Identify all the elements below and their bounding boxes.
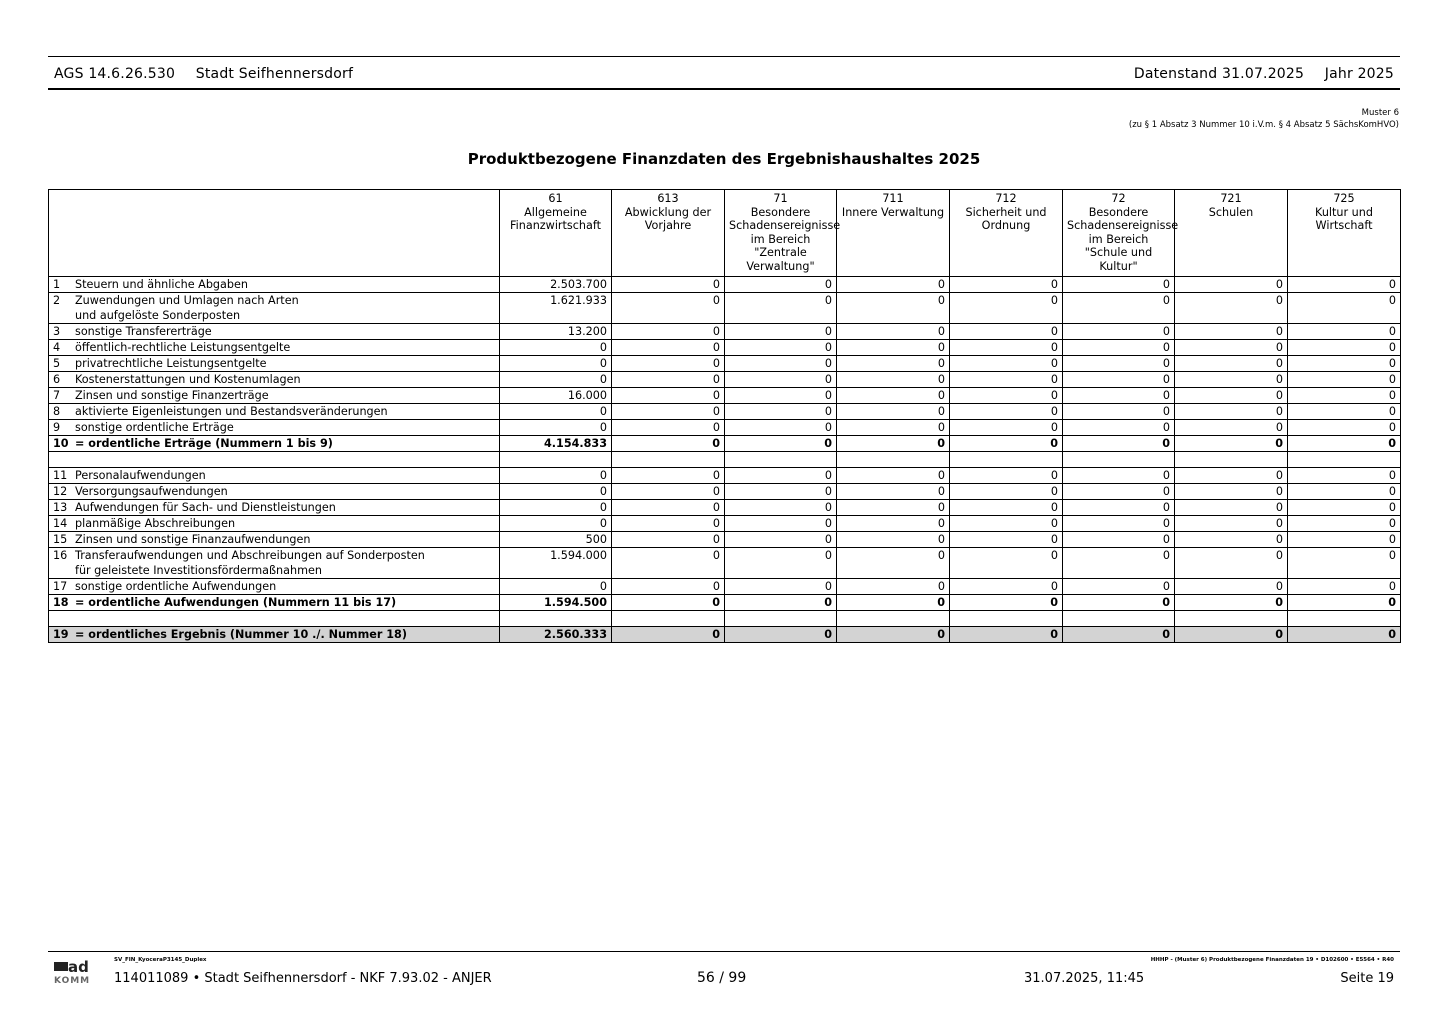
row-label: Versorgungsaufwendungen xyxy=(75,485,228,498)
value-cell: 0 xyxy=(837,516,950,532)
value-cell: 0 xyxy=(612,420,725,436)
row-number: 13 xyxy=(53,501,68,514)
value-cell: 0 xyxy=(1175,277,1288,293)
finance-table xyxy=(48,189,1401,643)
value-cell: 0 xyxy=(837,324,950,340)
value-cell: 0 xyxy=(837,340,950,356)
value-cell: 0 xyxy=(837,548,950,579)
row-label: Steuern und ähnliche Abgaben xyxy=(75,278,248,291)
value-cell: 0 xyxy=(1063,340,1175,356)
column-header: 61 Allgemeine Finanzwirtschaft xyxy=(500,190,612,277)
empty-cell xyxy=(950,611,1063,627)
value-cell: 0 xyxy=(837,388,950,404)
value-cell: 0 xyxy=(950,468,1063,484)
value-cell: 0 xyxy=(612,277,725,293)
row-label: Aufwendungen für Sach- und Dienstleistungen xyxy=(75,501,336,514)
value-cell: 0 xyxy=(500,356,612,372)
value-cell: 0 xyxy=(612,340,725,356)
row-label: privatrechtliche Leistungsentgelte xyxy=(75,357,267,370)
row-label-cell xyxy=(49,500,500,516)
value-cell: 0 xyxy=(1175,579,1288,595)
value-cell: 0 xyxy=(500,420,612,436)
empty-cell xyxy=(950,452,1063,468)
value-cell: 0 xyxy=(1288,548,1401,579)
header-top-rule xyxy=(48,56,1400,57)
row-label-cell xyxy=(49,404,500,420)
value-cell: 0 xyxy=(1175,340,1288,356)
system-info: 114011089 • Stadt Seifhennersdorf - NKF 7.93.02 - ANJER xyxy=(114,971,492,986)
column-header: 72 Besondere Schadensereignisse im Bereich "Schule und Kultur" xyxy=(1063,190,1175,277)
row-label-cell xyxy=(49,579,500,595)
value-cell: 0 xyxy=(950,277,1063,293)
value-cell: 0 xyxy=(837,420,950,436)
value-cell: 0 xyxy=(612,484,725,500)
row-label-cell xyxy=(49,372,500,388)
row-number: 15 xyxy=(53,533,68,546)
row-label-cell xyxy=(49,595,500,611)
value-cell: 0 xyxy=(500,500,612,516)
svg-text:KOMM: KOMM xyxy=(54,976,91,984)
value-cell: 0 xyxy=(725,468,837,484)
printer-name: SV_FIN_KyoceraP3145_Duplex xyxy=(114,957,207,963)
value-cell: 0 xyxy=(1063,595,1175,611)
value-cell: 0 xyxy=(837,468,950,484)
value-cell: 0 xyxy=(837,532,950,548)
row-label: sonstige ordentliche Aufwendungen xyxy=(75,580,277,593)
empty-cell xyxy=(1063,452,1175,468)
row-number: 8 xyxy=(53,405,61,418)
value-cell: 0 xyxy=(500,340,612,356)
value-cell: 0 xyxy=(950,324,1063,340)
value-cell: 0 xyxy=(612,548,725,579)
row-label-cell xyxy=(49,436,500,452)
row-number: 1 xyxy=(53,278,61,291)
value-cell: 0 xyxy=(725,340,837,356)
value-cell: 0 xyxy=(950,548,1063,579)
value-cell: 0 xyxy=(837,595,950,611)
empty-cell xyxy=(1175,611,1288,627)
value-cell: 0 xyxy=(725,372,837,388)
row-number: 5 xyxy=(53,357,61,370)
ags-code: AGS 14.6.26.530 xyxy=(54,66,176,82)
value-cell: 0 xyxy=(950,356,1063,372)
value-cell: 0 xyxy=(950,293,1063,324)
empty-cell xyxy=(500,452,612,468)
spacer-row xyxy=(49,611,1401,627)
value-cell: 0 xyxy=(612,516,725,532)
fiscal-year: Jahr 2025 xyxy=(1324,66,1394,82)
row-number: 3 xyxy=(53,325,61,338)
row-label: Personalaufwendungen xyxy=(75,469,206,482)
value-cell: 0 xyxy=(1175,532,1288,548)
value-cell: 0 xyxy=(1288,500,1401,516)
value-cell: 0 xyxy=(725,595,837,611)
muster-reference xyxy=(1129,107,1399,131)
value-cell: 0 xyxy=(1288,340,1401,356)
value-cell: 0 xyxy=(1063,388,1175,404)
value-cell: 0 xyxy=(1175,516,1288,532)
value-cell: 0 xyxy=(725,404,837,420)
value-cell: 0 xyxy=(1063,579,1175,595)
value-cell: 0 xyxy=(500,372,612,388)
value-cell: 0 xyxy=(500,404,612,420)
row-label-cell xyxy=(49,277,500,293)
table-row xyxy=(49,468,1401,484)
value-cell: 0 xyxy=(1288,420,1401,436)
row-label-cell xyxy=(49,340,500,356)
value-cell: 0 xyxy=(1288,627,1401,643)
value-cell: 0 xyxy=(1288,516,1401,532)
value-cell: 0 xyxy=(1288,595,1401,611)
value-cell: 0 xyxy=(612,500,725,516)
value-cell: 0 xyxy=(950,484,1063,500)
value-cell: 0 xyxy=(612,436,725,452)
value-cell: 0 xyxy=(612,595,725,611)
municipality-name: Stadt Seifhennersdorf xyxy=(195,66,354,82)
row-label: = ordentliches Ergebnis (Nummer 10 ./. Nummer 18) xyxy=(75,628,407,641)
value-cell: 0 xyxy=(950,595,1063,611)
column-header: 721 Schulen xyxy=(1175,190,1288,277)
value-cell: 0 xyxy=(950,404,1063,420)
value-cell: 0 xyxy=(1063,500,1175,516)
value-cell: 0 xyxy=(1175,500,1288,516)
table-row xyxy=(49,500,1401,516)
value-cell: 0 xyxy=(837,500,950,516)
value-cell: 0 xyxy=(612,468,725,484)
empty-cell xyxy=(837,452,950,468)
value-cell: 0 xyxy=(725,627,837,643)
empty-cell xyxy=(1288,452,1401,468)
value-cell: 0 xyxy=(500,579,612,595)
value-cell: 0 xyxy=(1063,324,1175,340)
row-label: Zinsen und sonstige Finanzerträge xyxy=(75,389,269,402)
value-cell: 0 xyxy=(950,579,1063,595)
value-cell: 0 xyxy=(950,532,1063,548)
table-row xyxy=(49,532,1401,548)
row-label: sonstige Transfererträge xyxy=(75,325,212,338)
value-cell: 13.200 xyxy=(500,324,612,340)
value-cell: 0 xyxy=(1063,420,1175,436)
spacer-row xyxy=(49,452,1401,468)
print-datetime: 31.07.2025, 11:45 xyxy=(1024,971,1145,986)
value-cell: 0 xyxy=(725,579,837,595)
value-cell: 0 xyxy=(837,404,950,420)
value-cell: 0 xyxy=(950,627,1063,643)
value-cell: 0 xyxy=(1063,404,1175,420)
value-cell: 0 xyxy=(1063,548,1175,579)
row-number: 12 xyxy=(53,485,68,498)
svg-text:ad: ad xyxy=(68,958,89,976)
value-cell: 0 xyxy=(612,532,725,548)
value-cell: 0 xyxy=(950,388,1063,404)
value-cell: 0 xyxy=(1288,356,1401,372)
value-cell: 0 xyxy=(837,356,950,372)
value-cell: 0 xyxy=(1063,468,1175,484)
row-number: 17 xyxy=(53,580,68,593)
table-row xyxy=(49,324,1401,340)
value-cell: 0 xyxy=(1288,293,1401,324)
empty-cell xyxy=(1288,611,1401,627)
value-cell: 0 xyxy=(1288,388,1401,404)
row-number: 14 xyxy=(53,517,68,530)
empty-cell xyxy=(837,611,950,627)
table-row xyxy=(49,548,1401,579)
value-cell: 0 xyxy=(1175,356,1288,372)
row-number: 4 xyxy=(53,341,61,354)
value-cell: 0 xyxy=(1063,277,1175,293)
value-cell: 0 xyxy=(1063,516,1175,532)
value-cell: 0 xyxy=(612,388,725,404)
muster-number: Muster 6 xyxy=(1361,108,1399,118)
value-cell: 1.594.500 xyxy=(500,595,612,611)
value-cell: 0 xyxy=(612,627,725,643)
row-number: 6 xyxy=(53,373,61,386)
empty-cell xyxy=(49,452,500,468)
table-row xyxy=(49,595,1401,611)
table-row xyxy=(49,293,1401,324)
value-cell: 0 xyxy=(612,293,725,324)
table-row xyxy=(49,277,1401,293)
value-cell: 0 xyxy=(1288,579,1401,595)
row-label-cell xyxy=(49,468,500,484)
value-cell: 0 xyxy=(837,579,950,595)
header-left xyxy=(54,66,353,82)
row-label-cell xyxy=(49,484,500,500)
table-row xyxy=(49,356,1401,372)
value-cell: 0 xyxy=(1063,484,1175,500)
value-cell: 0 xyxy=(725,388,837,404)
row-label: aktivierte Eigenleistungen und Bestandsveränderungen xyxy=(75,405,388,418)
value-cell: 0 xyxy=(725,420,837,436)
value-cell: 0 xyxy=(950,436,1063,452)
row-label: = ordentliche Aufwendungen (Nummern 11 bis 17) xyxy=(75,596,397,609)
value-cell: 1.621.933 xyxy=(500,293,612,324)
value-cell: 0 xyxy=(725,324,837,340)
column-header: 725 Kultur und Wirtschaft xyxy=(1288,190,1401,277)
value-cell: 0 xyxy=(725,548,837,579)
value-cell: 0 xyxy=(1175,293,1288,324)
table-row xyxy=(49,372,1401,388)
empty-cell xyxy=(1063,611,1175,627)
value-cell: 0 xyxy=(950,340,1063,356)
value-cell: 0 xyxy=(837,372,950,388)
value-cell: 0 xyxy=(950,372,1063,388)
value-cell: 0 xyxy=(1175,595,1288,611)
value-cell: 0 xyxy=(1063,356,1175,372)
column-header: 71 Besondere Schadensereignisse im Bereich "Zentrale Verwaltung" xyxy=(725,190,837,277)
empty-cell xyxy=(612,452,725,468)
value-cell: 0 xyxy=(1175,484,1288,500)
row-label: Zuwendungen und Umlagen nach Arten und aufgelöste Sonderposten xyxy=(75,294,299,322)
header-bottom-rule xyxy=(48,88,1400,90)
header-label-cell xyxy=(49,190,500,277)
empty-cell xyxy=(49,611,500,627)
value-cell: 0 xyxy=(725,516,837,532)
value-cell: 0 xyxy=(837,484,950,500)
row-label-cell xyxy=(49,516,500,532)
value-cell: 0 xyxy=(725,277,837,293)
row-label: planmäßige Abschreibungen xyxy=(75,517,236,530)
value-cell: 2.560.333 xyxy=(500,627,612,643)
value-cell: 0 xyxy=(1063,627,1175,643)
value-cell: 0 xyxy=(950,500,1063,516)
value-cell: 0 xyxy=(612,404,725,420)
table-row xyxy=(49,484,1401,500)
column-header: 712 Sicherheit und Ordnung xyxy=(950,190,1063,277)
value-cell: 16.000 xyxy=(500,388,612,404)
value-cell: 0 xyxy=(1288,277,1401,293)
value-cell: 0 xyxy=(1288,324,1401,340)
value-cell: 0 xyxy=(725,436,837,452)
value-cell: 0 xyxy=(1288,436,1401,452)
empty-cell xyxy=(612,611,725,627)
value-cell: 0 xyxy=(837,627,950,643)
muster-legal-basis: (zu § 1 Absatz 3 Nummer 10 i.V.m. § 4 Absatz 5 SächsKomHVO) xyxy=(1128,120,1399,130)
row-label-cell xyxy=(49,420,500,436)
value-cell: 0 xyxy=(1288,404,1401,420)
empty-cell xyxy=(725,611,837,627)
row-label: = ordentliche Erträge (Nummern 1 bis 9) xyxy=(75,437,333,450)
value-cell: 0 xyxy=(612,356,725,372)
value-cell: 0 xyxy=(612,324,725,340)
table-row xyxy=(49,404,1401,420)
row-number: 2 xyxy=(53,294,61,307)
value-cell: 0 xyxy=(612,579,725,595)
row-label-cell xyxy=(49,627,500,643)
column-header: 613 Abwicklung der Vorjahre xyxy=(612,190,725,277)
table-row xyxy=(49,436,1401,452)
table-row xyxy=(49,340,1401,356)
row-number: 9 xyxy=(53,421,61,434)
value-cell: 0 xyxy=(1175,627,1288,643)
row-number: 18 xyxy=(53,596,69,609)
page-of-total: 56 / 99 xyxy=(697,970,747,986)
value-cell: 500 xyxy=(500,532,612,548)
value-cell: 0 xyxy=(950,420,1063,436)
row-label: sonstige ordentliche Erträge xyxy=(75,421,234,434)
value-cell: 0 xyxy=(612,372,725,388)
row-label-cell xyxy=(49,324,500,340)
value-cell: 0 xyxy=(1175,436,1288,452)
value-cell: 0 xyxy=(1175,372,1288,388)
value-cell: 0 xyxy=(837,436,950,452)
value-cell: 0 xyxy=(950,516,1063,532)
value-cell: 0 xyxy=(1288,484,1401,500)
column-header: 711 Innere Verwaltung xyxy=(837,190,950,277)
table-header-row xyxy=(49,190,1401,277)
row-number: 10 xyxy=(53,437,69,450)
value-cell: 0 xyxy=(725,356,837,372)
row-label: Transferaufwendungen und Abschreibungen auf Sonderposten für geleistete Investitionsfördermaßnahmen xyxy=(75,549,425,577)
page-title: Produktbezogene Finanzdaten des Ergebnishaushaltes 2025 xyxy=(467,150,981,168)
table-row xyxy=(49,388,1401,404)
value-cell: 1.594.000 xyxy=(500,548,612,579)
row-label-cell xyxy=(49,388,500,404)
value-cell: 4.154.833 xyxy=(500,436,612,452)
empty-cell xyxy=(500,611,612,627)
header-right xyxy=(1134,66,1394,82)
value-cell: 0 xyxy=(1175,404,1288,420)
row-label-cell xyxy=(49,532,500,548)
value-cell: 0 xyxy=(1175,548,1288,579)
row-label: Zinsen und sonstige Finanzaufwendungen xyxy=(75,533,311,546)
value-cell: 0 xyxy=(837,277,950,293)
table-row xyxy=(49,420,1401,436)
row-number: 7 xyxy=(53,389,61,402)
value-cell: 0 xyxy=(725,532,837,548)
value-cell: 0 xyxy=(500,516,612,532)
value-cell: 0 xyxy=(500,468,612,484)
row-label-cell xyxy=(49,548,500,579)
empty-cell xyxy=(1175,452,1288,468)
table-body xyxy=(49,277,1401,643)
empty-cell xyxy=(725,452,837,468)
row-label-cell xyxy=(49,293,500,324)
value-cell: 0 xyxy=(1063,436,1175,452)
value-cell: 0 xyxy=(1175,420,1288,436)
value-cell: 0 xyxy=(1063,293,1175,324)
value-cell: 0 xyxy=(1288,372,1401,388)
value-cell: 0 xyxy=(1175,324,1288,340)
value-cell: 0 xyxy=(1288,468,1401,484)
value-cell: 0 xyxy=(1175,468,1288,484)
value-cell: 0 xyxy=(500,484,612,500)
table-row xyxy=(49,579,1401,595)
value-cell: 0 xyxy=(1288,532,1401,548)
value-cell: 0 xyxy=(725,484,837,500)
value-cell: 0 xyxy=(725,293,837,324)
value-cell: 0 xyxy=(725,500,837,516)
row-label: öffentlich-rechtliche Leistungsentgelte xyxy=(75,341,291,354)
row-number: 19 xyxy=(53,628,69,641)
page-number: Seite 19 xyxy=(1340,971,1394,986)
value-cell: 2.503.700 xyxy=(500,277,612,293)
row-label: Kostenerstattungen und Kostenumlagen xyxy=(75,373,301,386)
row-label-cell xyxy=(49,356,500,372)
adkomm-logo xyxy=(54,958,106,984)
report-id: HHHP - (Muster 6) Produktbezogene Finanzdaten 19 • D102600 • E5564 • R40 xyxy=(1150,957,1394,963)
table-row xyxy=(49,516,1401,532)
row-number: 16 xyxy=(53,549,68,562)
row-number: 11 xyxy=(53,469,68,482)
value-cell: 0 xyxy=(1063,372,1175,388)
table-row xyxy=(49,627,1401,643)
value-cell: 0 xyxy=(837,293,950,324)
data-status: Datenstand 31.07.2025 xyxy=(1133,66,1305,82)
value-cell: 0 xyxy=(1063,532,1175,548)
footer-rule xyxy=(48,951,1400,952)
value-cell: 0 xyxy=(1175,388,1288,404)
